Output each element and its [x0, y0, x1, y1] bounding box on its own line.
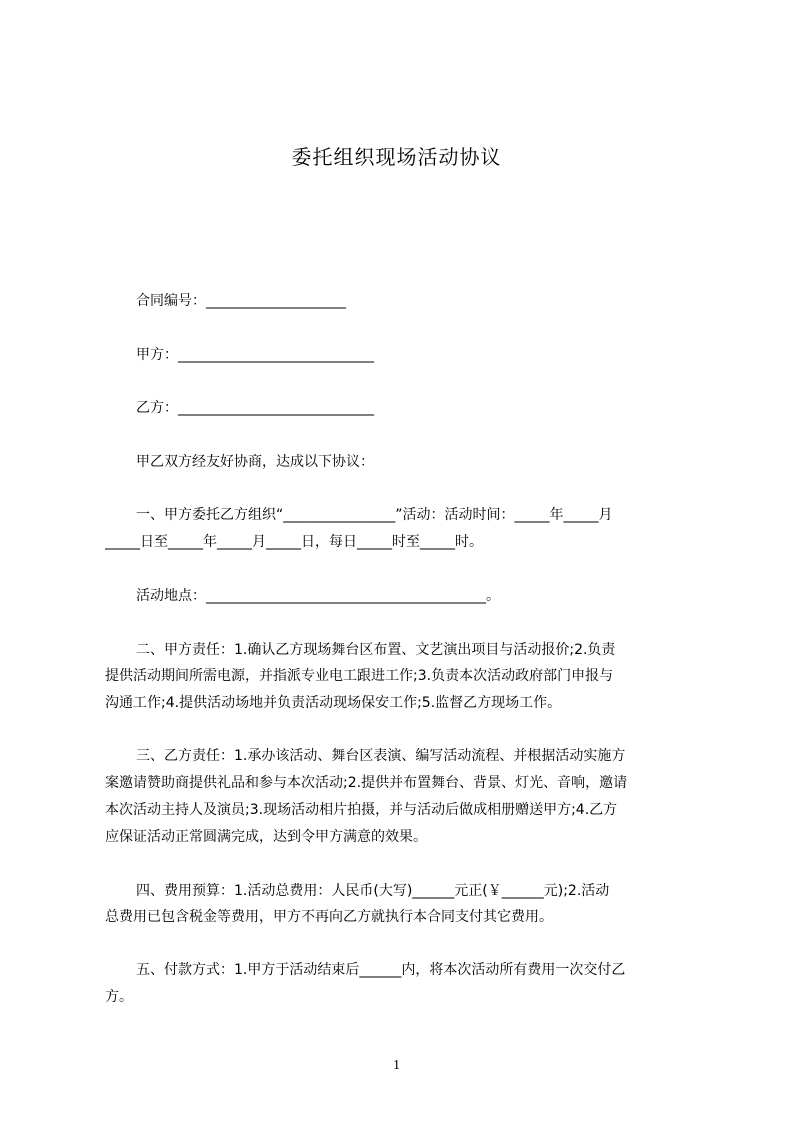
section-5-line-2: 方。 [105, 989, 133, 1005]
section-1-line-1: 一、甲方委托乙方组织“________________”活动：活动时间：_____年_____月 [136, 507, 613, 523]
contract-number-line: 合同编号：____________________ [136, 293, 346, 309]
section-2-line-3: 沟通工作;4.提供活动场地并负责活动现场保安工作;5.监督乙方现场工作。 [105, 695, 562, 711]
party-b-line: 乙方：____________________________ [136, 400, 374, 416]
agreement-intro: 甲乙双方经友好协商，达成以下协议： [136, 454, 374, 470]
section-2-line-1: 二、甲方责任：1.确认乙方现场舞台区布置、文艺演出项目与活动报价;2.负责 [136, 642, 616, 658]
section-1-line-2: _____日至_____年_____月_____日，每日_____时至_____时。 [105, 534, 483, 550]
section-2-line-2: 提供活动期间所需电源，并指派专业电工跟进工作;3.负责本次活动政府部门申报与 [105, 668, 614, 684]
section-4-line-2: 总费用已包含税金等费用，甲方不再向乙方就执行本合同支付其它费用。 [105, 909, 553, 925]
section-3-line-4: 应保证活动正常圆满完成，达到令甲方满意的效果。 [105, 829, 427, 845]
section-3-line-1: 三、乙方责任：1.承办该活动、舞台区表演、编写活动流程、并根据活动实施方 [136, 748, 626, 764]
document-title: 委托组织现场活动协议 [291, 145, 502, 169]
section-4-line-1: 四、费用预算：1.活动总费用：人民币(大写)______元正(￥______元);2.活动 [136, 883, 610, 899]
section-3-line-2: 案邀请赞助商提供礼品和参与本次活动;2.提供并布置舞台、背景、灯光、音响，邀请 [105, 775, 628, 791]
activity-location-line: 活动地点：________________________________________。 [136, 588, 500, 604]
section-3-line-3: 本次活动主持人及演员;3.现场活动相片拍摄，并与活动后做成相册赠送甲方;4.乙方 [105, 802, 618, 818]
section-5-line-1: 五、付款方式：1.甲方于活动结束后______内，将本次活动所有费用一次交付乙 [136, 962, 626, 978]
party-a-line: 甲方：____________________________ [136, 347, 374, 363]
page-number: 1 [393, 1058, 400, 1073]
